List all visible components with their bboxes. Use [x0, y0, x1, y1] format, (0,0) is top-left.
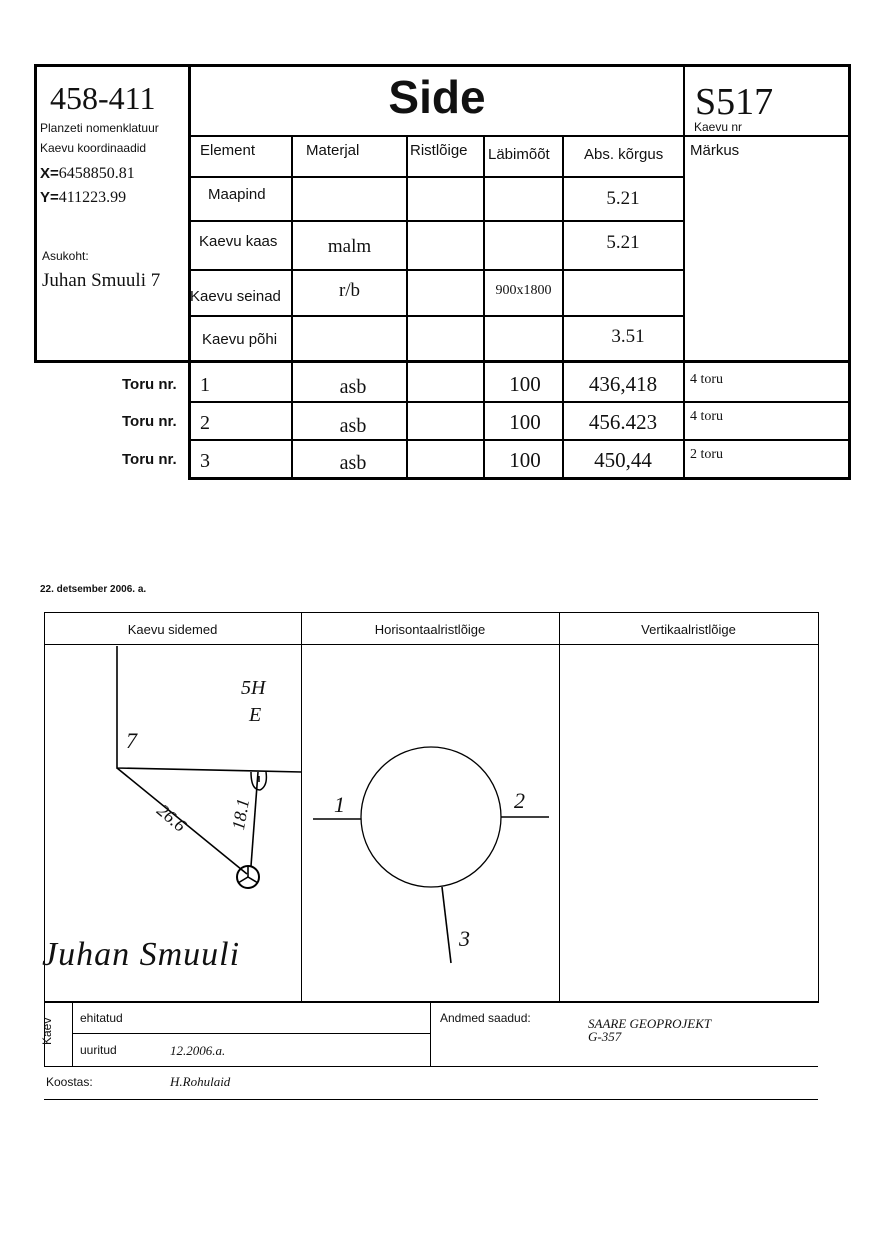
col-header-note: Märkus [690, 142, 740, 159]
row-abs-height: 5.21 [606, 232, 640, 253]
row-diameter: 900x1800 [495, 283, 552, 298]
well-cross-section-circle [361, 747, 501, 887]
compiled-by-value: H.Rohulaid [170, 1074, 231, 1089]
row-abs-height: 3.51 [611, 326, 645, 347]
pipe-label-3: 3 [459, 926, 470, 951]
well-number-label: Kaevu nr [694, 120, 743, 134]
pipe-diameter: 100 [509, 410, 541, 434]
y-coordinate: Y=411223.99 [40, 189, 127, 206]
pipe-material: asb [339, 452, 367, 474]
pipe-label: Toru nr. [122, 413, 177, 430]
signature: Juhan Smuuli [42, 936, 241, 973]
pipe-diameter: 100 [509, 372, 541, 396]
coordinates-label: Kaevu koordinaadid [40, 141, 147, 155]
data-source-code: G-357 [588, 1029, 622, 1044]
compiled-by-label: Koostas: [46, 1075, 93, 1089]
col-header-element: Element [200, 142, 256, 159]
pipe-label: Toru nr. [122, 376, 177, 393]
pipe-abs-height: 436,418 [588, 372, 658, 396]
house-number: 7 [126, 728, 137, 753]
page-title: Side [388, 71, 486, 123]
kaev-label: Kaev [40, 1017, 54, 1045]
pipe-line-3 [442, 887, 451, 963]
row-element: Maapind [208, 186, 266, 203]
sketch-date: 22. detsember 2006. a. [40, 584, 147, 595]
pipe-label-2: 2 [514, 788, 525, 813]
location-value: Juhan Smuuli 7 [42, 270, 161, 291]
data-source-label: Andmed saadud: [440, 1011, 531, 1025]
col-sketch-links: Kaevu sidemed [127, 622, 218, 637]
pipe-note: 4 toru [690, 372, 724, 387]
distance-label-b: 18.1 [228, 796, 254, 832]
distance-line-b [251, 772, 258, 866]
distance-label-a: 26.6 [153, 800, 191, 836]
col-header-section: Ristlõige [410, 142, 468, 159]
pipe-number: 2 [200, 412, 210, 434]
pipe-number: 1 [200, 374, 210, 396]
well-symbol-icon [237, 866, 259, 888]
built-label: ehitatud [80, 1011, 123, 1025]
pipe-note: 2 toru [690, 447, 724, 462]
col-horizontal-section: Horisontaalristlõige [374, 622, 486, 637]
location-label: Asukoht: [42, 249, 89, 263]
pipe-material: asb [339, 415, 367, 437]
well-number: S517 [695, 81, 774, 123]
row-material: r/b [338, 280, 361, 301]
row-element: Kaevu põhi [202, 331, 278, 348]
col-header-material: Materjal [306, 142, 360, 159]
row-element: Kaevu kaas [199, 233, 278, 250]
col-header-diameter: Läbimõõt [488, 146, 550, 163]
pipe-diameter: 100 [509, 448, 541, 472]
surveyed-value: 12.2006.a. [170, 1043, 226, 1058]
building-mark: 5H [241, 677, 266, 699]
building-outline [117, 646, 302, 772]
pipe-label: Toru nr. [122, 451, 177, 468]
map-nomenclature-label: Planzeti nomenklatuur [40, 121, 159, 135]
map-nomenclature: 458-411 [50, 80, 156, 116]
row-element: Kaevu seinad [190, 288, 281, 305]
data-source-value: SAARE GEOPROJEKT [588, 1016, 712, 1031]
col-header-abs-height: Abs. kõrgus [584, 146, 664, 163]
pipe-note: 4 toru [690, 409, 724, 424]
pipe-abs-height: 450,44 [594, 448, 652, 472]
row-abs-height: 5.21 [606, 188, 640, 209]
pipe-number: 3 [200, 450, 210, 472]
col-vertical-section: Vertikaalristlõige [641, 622, 736, 637]
x-coordinate: X=6458850.81 [40, 165, 135, 182]
pipe-abs-height: 456.423 [588, 410, 658, 434]
building-letter: E [249, 704, 262, 726]
pipe-label-1: 1 [334, 792, 345, 817]
surveyed-label: uuritud [80, 1043, 117, 1057]
pipe-material: asb [339, 376, 367, 398]
row-material: malm [327, 236, 372, 257]
